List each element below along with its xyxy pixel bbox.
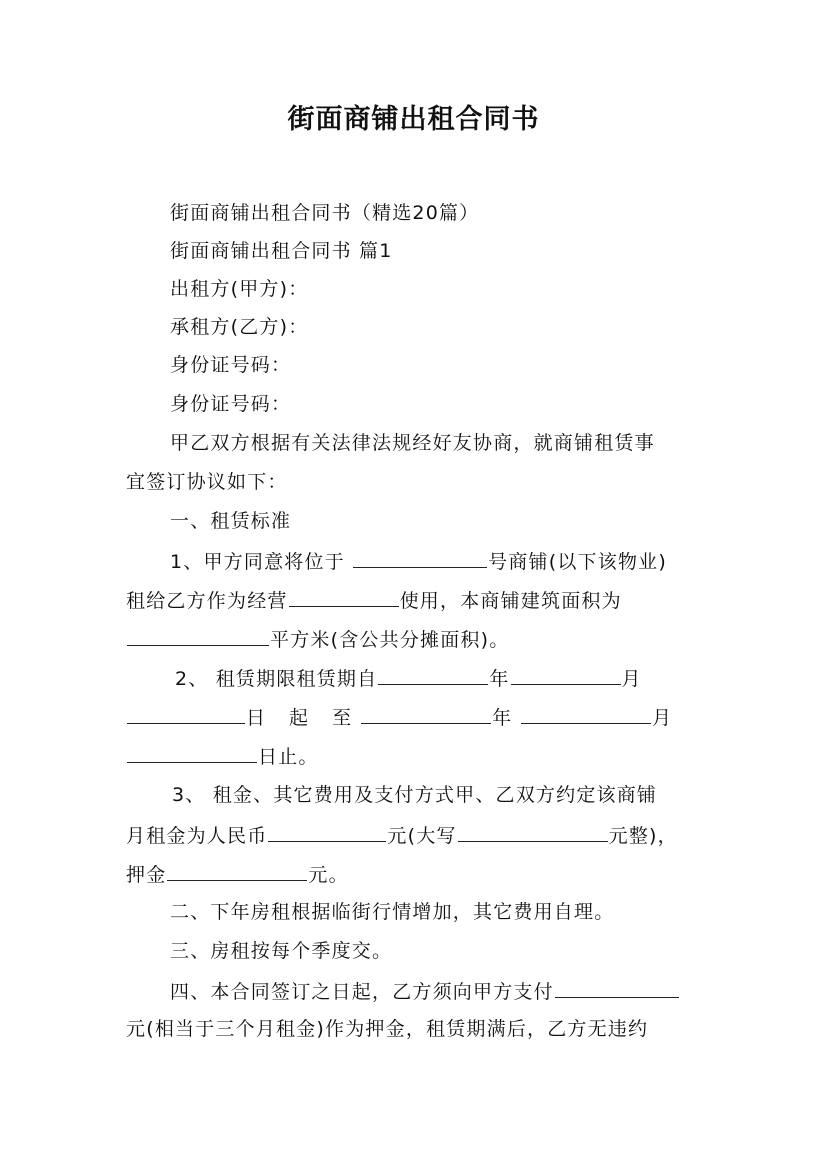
clause-text: 2、 租赁期限租赁期自 <box>175 668 378 690</box>
clause-text: 押金 <box>126 864 167 886</box>
fill-blank <box>361 701 491 724</box>
clause-line <box>126 740 319 772</box>
fill-blank <box>127 701 245 724</box>
id-number-label: 身份证号码： <box>170 354 292 376</box>
clause-text: 元(大写 <box>387 825 457 847</box>
fill-blank <box>167 858 307 881</box>
clause-line <box>170 975 680 1007</box>
document-title: 街面商铺出租合同书 <box>287 104 540 135</box>
clause-text: 元。 <box>308 864 349 886</box>
fill-blank <box>353 545 487 568</box>
clause-text: 月 <box>652 707 681 729</box>
fill-blank <box>127 623 269 646</box>
clause-text: 号商铺(以下该物业) <box>488 551 667 573</box>
subtitle-line: 街面商铺出租合同书（精选20篇） <box>170 202 480 224</box>
fill-blank <box>268 819 386 842</box>
clause-text: 日止。 <box>258 746 319 768</box>
clause-line <box>126 819 678 851</box>
fill-blank <box>555 975 679 998</box>
lessee-label: 承租方(乙方)： <box>170 316 309 338</box>
paragraph-line: 甲乙双方根据有关法律法规经好友协商，就商铺租赁事 <box>170 432 655 454</box>
fill-blank <box>289 584 399 607</box>
clause-text: 年 <box>489 668 510 690</box>
fill-blank <box>458 819 608 842</box>
clause-line: 元(相当于三个月租金)作为押金，租赁期满后，乙方无违约 <box>126 1018 649 1040</box>
clause-line: 3、 租金、其它费用及支付方式甲、乙双方约定该商铺 <box>172 784 658 806</box>
clause-line <box>126 701 680 733</box>
lessor-label: 出租方(甲方)： <box>170 278 309 300</box>
clause-line <box>126 623 509 655</box>
fill-blank <box>521 701 651 724</box>
clause-text: 年 <box>492 707 521 729</box>
clause-heading: 二、下年房租根据临街行情增加，其它费用自理。 <box>170 901 615 923</box>
clause-text: 使用，本商铺建筑面积为 <box>399 590 622 612</box>
clause-heading: 一、租赁标准 <box>170 510 292 532</box>
clause-line <box>126 584 622 616</box>
clause-line <box>175 662 642 694</box>
clause-text: 1、甲方同意将位于 <box>170 551 353 573</box>
fill-blank <box>378 662 488 685</box>
clause-text: 元整)， <box>608 825 678 847</box>
clause-text: 月租金为人民币 <box>126 825 268 847</box>
section-heading: 街面商铺出租合同书 篇1 <box>170 240 393 262</box>
paragraph-line: 宜签订协议如下： <box>126 471 288 493</box>
clause-text: 平方米(含公共分摊面积)。 <box>270 629 510 651</box>
id-number-label: 身份证号码： <box>170 393 292 415</box>
clause-text: 租给乙方作为经营 <box>126 590 288 612</box>
clause-heading: 三、房租按每个季度交。 <box>170 940 393 962</box>
fill-blank <box>127 740 257 763</box>
clause-text: 四、本合同签订之日起，乙方须向甲方支付 <box>170 981 554 1003</box>
fill-blank <box>511 662 621 685</box>
clause-text: 日 起 至 <box>246 707 361 729</box>
clause-line <box>126 858 349 890</box>
clause-line <box>170 545 667 577</box>
clause-text: 月 <box>621 668 642 690</box>
